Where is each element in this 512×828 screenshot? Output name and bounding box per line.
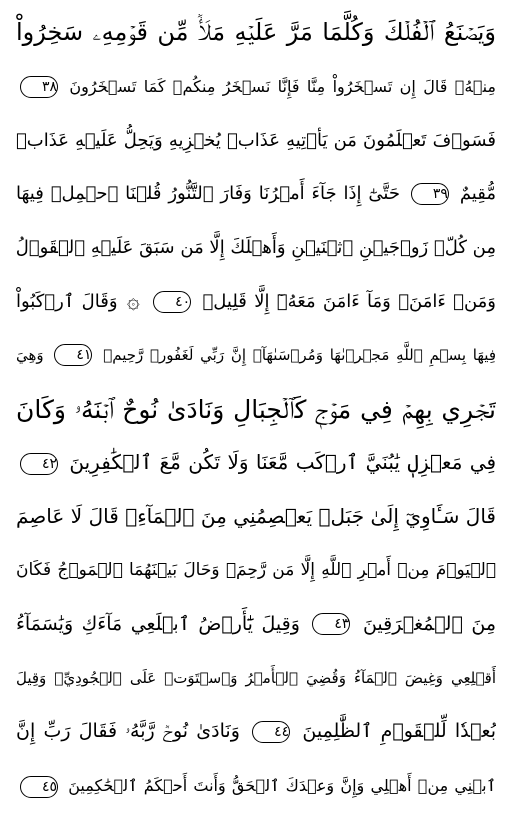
text-line-15 [16,759,496,813]
verse-text: مِنۡهُۚ قَالَ إِن تَسۡخَرُواْ مِنَّا فَإِنَّا نَسۡخَرُ مِنكُمۡ كَمَا تَسۡخَرُونَ [69,76,496,96]
ayah-number-marker: ٤١ [54,344,92,366]
verse-text: تَجۡرِي بِهِمۡ فِي مَوۡجٖ كَٱلۡجِبَالِ وَنَادَىٰ نُوحٌ ٱبۡنَهُۥ وَكَانَ [16,394,496,424]
text-line-10 [16,490,496,544]
verse-text: فِي مَعۡزِلٖ يَٰبُنَيَّ ٱرۡكَب مَّعَنَا وَلَا تَكُن مَّعَ ٱلۡكَٰفِرِينَ [69,450,496,475]
text-line-1 [16,6,496,60]
text-line-6 [16,275,496,329]
ayah-number-marker: ٣٨ [20,76,58,98]
verse-text: مُّقِيمٌ [459,183,496,205]
verse-text: فَسَوۡفَ تَعۡلَمُونَ مَن يَأۡتِيهِ عَذَابٞ يُخۡزِيهِ وَيَحِلُّ عَلَيۡهِ عَذَابٞ [16,129,496,151]
verse-text: ٱلۡيَوۡمَ مِنۡ أَمۡرِ ٱللَّهِ إِلَّا مَن رَّحِمَۚ وَحَالَ بَيۡنَهُمَا ٱلۡمَوۡجُ فَكَانَ [16,559,496,580]
verse-text: حَتَّىٰٓ إِذَا جَآءَ أَمۡرُنَا وَفَارَ ٱلتَّنُّورُ قُلۡنَا ٱحۡمِلۡ فِيهَا [16,183,400,205]
verse-text: فِيهَا بِسۡمِ ٱللَّهِ مَجۡرٜىٰهَا وَمُرۡسَىٰهَآۚ إِنَّ رَبِّي لَغَفُورٞ رَّحِيمٞ [103,345,496,364]
text-line-13 [16,652,496,706]
text-line-11 [16,544,496,598]
ayah-number-marker: ٤٣ [312,613,350,635]
hizb-quarter-icon: ۞ [126,289,140,315]
verse-text: مِن كُلّٖ زَوۡجَيۡنِ ٱثۡنَيۡنِ وَأَهۡلَكَ إِلَّا مَن سَبَقَ عَلَيۡهِ ٱلۡقَوۡلُ [16,237,496,259]
text-line-2 [16,60,496,114]
text-line-5 [16,221,496,275]
text-line-8 [16,383,496,437]
ayah-number-marker: ٣٩ [411,183,449,205]
verse-text: وَنَادَىٰ نُوحٞ رَّبَّهُۥ فَقَالَ رَبِّ إِنَّ [16,720,240,743]
text-line-14 [16,705,496,759]
text-line-9 [16,436,496,490]
ayah-number-marker: ٤٢ [20,453,58,475]
verse-text: وَقِيلَ يَٰٓأَرۡضُ ٱبۡلَعِي مَآءَكِ وَيَٰسَمَآءُ [16,612,300,635]
ayah-number-marker: ٤٠ [153,291,191,313]
verse-text: مِنَ ٱلۡمُغۡرَقِينَ [362,612,496,635]
text-line-7 [16,329,496,383]
verse-text: بُعۡدٗا لِّلۡقَوۡمِ ٱلظَّٰلِمِينَ [302,720,496,743]
text-line-3 [16,114,496,168]
verse-text: وَمَنۡ ءَامَنَۚ وَمَآ ءَامَنَ مَعَهُۥٓ إِلَّا قَلِيلٞ [202,290,496,312]
ayah-number-marker: ٤٤ [252,721,290,743]
ayah-number-marker: ٤٥ [20,776,58,798]
verse-text: ٱبۡنِي مِنۡ أَهۡلِي وَإِنَّ وَعۡدَكَ ٱلۡحَقُّ وَأَنتَ أَحۡكَمُ ٱلۡحَٰكِمِينَ [68,776,496,796]
verse-text: أَقۡلِعِي وَغِيضَ ٱلۡمَآءُ وَقُضِيَ ٱلۡأَمۡرُ وَٱسۡتَوَتۡ عَلَى ٱلۡجُودِيِّۖ وَقِيلَ [16,668,496,687]
verse-text: وَقَالَ ٱرۡكَبُواْ [16,290,118,312]
text-line-12 [16,598,496,652]
verse-text: قَالَ سَـَٔاوِيٓ إِلَىٰ جَبَلٖ يَعۡصِمُنِي مِنَ ٱلۡمَآءِۚ قَالَ لَا عَاصِمَ [16,504,496,529]
text-line-4 [16,167,496,221]
verse-text: وَهِيَ [16,345,44,364]
verse-text: وَيَصۡنَعُ ٱلۡفُلۡكَ وَكُلَّمَا مَرَّ عَلَيۡهِ مَلَأٞ مِّن قَوۡمِهِۦ سَخِرُواْ [16,18,496,46]
